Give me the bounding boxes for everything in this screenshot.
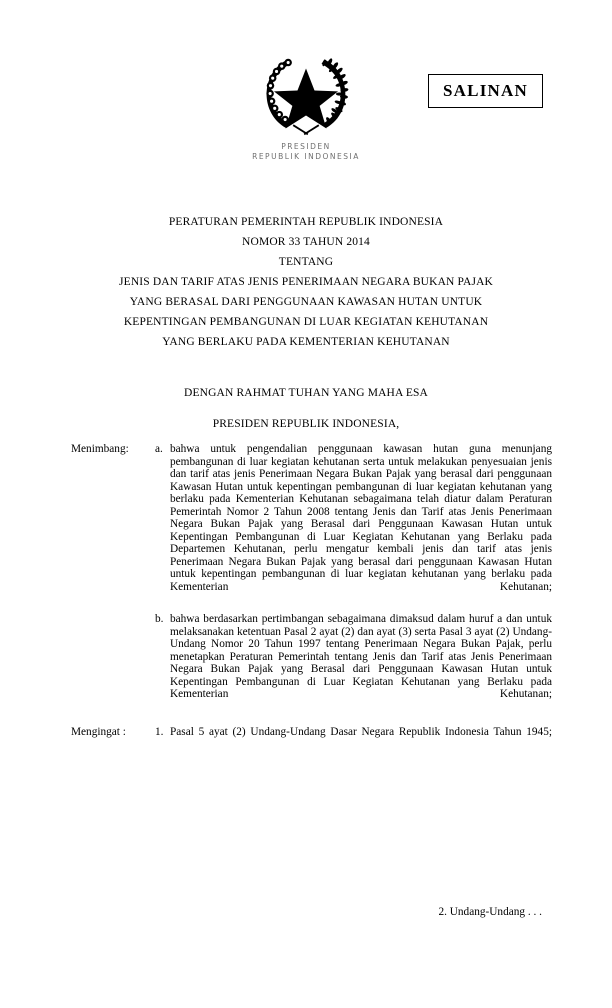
footer-catchword: 2. Undang-Undang . . . xyxy=(438,906,542,918)
legal-basis-text-1: Pasal 5 ayat (2) Undang-Undang Dasar Negara Republik Indonesia Tahun 1945; xyxy=(170,726,552,739)
document-title-block xyxy=(60,212,552,352)
considerations-text-a: bahwa untuk pengendalian penggunaan kawasan hutan guna menunjang pembangunan di luar kegiatan kehutanan serta untuk melakukan penyesuaian jenis dan tarif atas jenis Penerimaan Negara Bukan Pajak yang berasal dari penggunaan Kawasan Hutan untuk kepentingan pembangunan di luar kegiatan kehutanan yang berlaku pada Kementerian Kehutanan sebagaimana telah diatur dalam Peraturan Pemerintah Nomor 2 Tahun 2008 tentang Jenis dan Tarif atas Jenis Penerimaan Negara Bukan Pajak yang Berasal dari Penggunaan Kawasan Hutan untuk Kepentingan Pembangunan di Luar Kegiatan Kehutanan yang Berlaku pada Departemen Kehutanan, perlu mengatur kembali jenis dan tarif atas jenis Penerimaan Negara Bukan Pajak yang berasal dari penggunaan Kawasan Hutan untuk kepentingan pembangunan di luar kegiatan kehutanan yang berlaku pada Kementerian Kehutanan; xyxy=(170,443,552,594)
emblem-caption xyxy=(0,142,612,162)
about-label: TENTANG xyxy=(278,256,334,268)
document-number: NOMOR 33 TAHUN 2014 xyxy=(242,236,370,248)
clause-area xyxy=(60,443,552,752)
legal-basis-item-1 xyxy=(60,726,552,751)
subject-line-2: YANG BERASAL DARI PENGGUNAAN KAWASAN HUTAN UNTUK xyxy=(129,296,483,308)
considerations-label: Menimbang: xyxy=(71,443,129,455)
considerations-item-b xyxy=(60,613,552,713)
opening-block xyxy=(60,378,552,440)
subject-line-4: YANG BERLAKU PADA KEMENTERIAN KEHUTANAN xyxy=(162,336,450,348)
page-title: PERATURAN PEMERINTAH REPUBLIK INDONESIA xyxy=(168,216,444,228)
emblem-caption-line-1: PRESIDEN xyxy=(281,142,331,151)
salinan-stamp xyxy=(428,74,543,108)
blessing-line: DENGAN RAHMAT TUHAN YANG MAHA ESA xyxy=(183,387,428,399)
considerations-marker-a: a. xyxy=(155,443,163,455)
clause-spacer xyxy=(60,606,552,613)
considerations-marker-b: b. xyxy=(155,613,164,626)
authority-line: PRESIDEN REPUBLIK INDONESIA, xyxy=(212,418,400,430)
legal-basis-label: Mengingat : xyxy=(71,726,126,739)
considerations-item-a xyxy=(60,443,552,606)
emblem-caption-line-2: REPUBLIK INDONESIA xyxy=(252,152,360,161)
page-header xyxy=(0,0,612,200)
subject-line-3: KEPENTINGAN PEMBANGUNAN DI LUAR KEGIATAN KEHUTANAN xyxy=(123,316,489,328)
clause-spacer xyxy=(60,713,552,726)
considerations-text-b: bahwa berdasarkan pertimbangan sebagaimana dimaksud dalam huruf a dan untuk melaksanakan ketentuan Pasal 2 ayat (2) dan ayat (3) serta Pasal 3 ayat (2) Undang-Undang Nomor 20 Tahun 1997 tentang Penerimaan Negara Bukan Pajak, perlu menetapkan Peraturan Pemerintah tentang Jenis dan Tarif atas Jenis Penerimaan Negara Bukan Pajak yang Berasal dari Penggunaan Kawasan Hutan untuk Kepentingan Pembangunan di Luar Kegiatan Kehutanan yang Berlaku pada Kementerian Kehutanan; xyxy=(170,613,552,701)
salinan-stamp-label: SALINAN xyxy=(443,81,528,100)
indonesian-presidential-star-wreath-emblem xyxy=(260,52,352,138)
subject-line-1: JENIS DAN TARIF ATAS JENIS PENERIMAAN NEGARA BUKAN PAJAK xyxy=(119,276,493,288)
legal-basis-marker-1: 1. xyxy=(155,726,164,739)
